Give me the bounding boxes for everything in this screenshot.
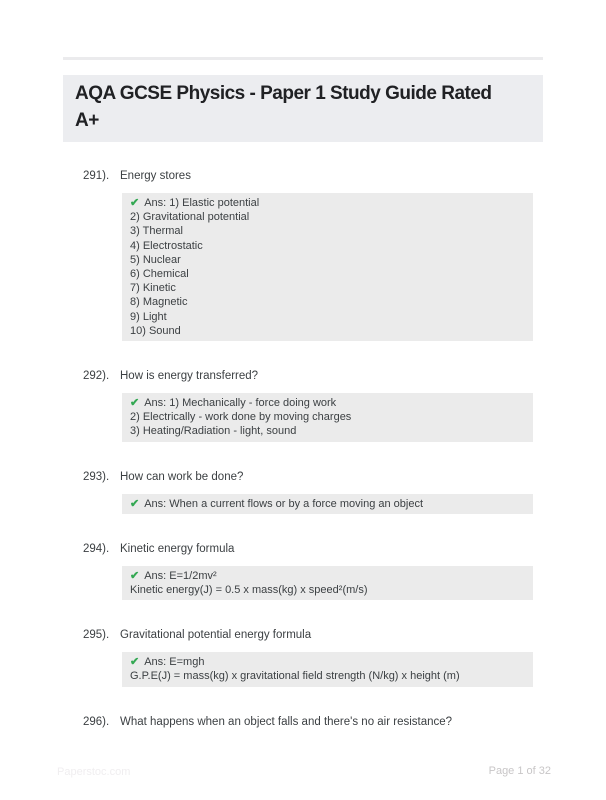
answer-line (130, 569, 525, 583)
answer-box (122, 566, 533, 600)
answer-line (130, 196, 525, 210)
question-row (63, 715, 543, 730)
answer-text: 5) Nuclear (130, 253, 181, 266)
answer-line (130, 497, 525, 511)
question-number: 291). (83, 170, 110, 182)
qa-block (63, 715, 543, 730)
page-number: Page 1 of 32 (488, 765, 551, 777)
question-number: 295). (83, 629, 110, 642)
check-icon: ✔ (130, 497, 140, 510)
answer-text: 9) Light (130, 310, 167, 323)
answer-text: 3) Heating/Radiation - light, sound (130, 425, 297, 438)
watermark: Paperstoc.com (57, 766, 131, 778)
qa-block (63, 169, 543, 341)
question-number: 293). (83, 470, 110, 483)
answer-line (130, 655, 525, 669)
qa-block (63, 470, 543, 514)
answer-text: 2) Gravitational potential (130, 211, 250, 224)
check-icon: ✔ (130, 397, 140, 410)
answer-box (122, 393, 533, 442)
question-text: How is energy transferred? (120, 370, 259, 383)
question-text: How can work be done? (120, 470, 244, 483)
check-icon: ✔ (130, 569, 140, 582)
answer-box (122, 652, 533, 686)
check-icon: ✔ (130, 656, 140, 669)
answer-text: Kinetic energy(J) = 0.5 x mass(kg) x speed²(m/s) (130, 584, 368, 597)
question-text: Kinetic energy formula (120, 542, 235, 555)
question-row (63, 169, 543, 184)
answer-line (130, 396, 525, 410)
question-number: 296). (83, 715, 110, 728)
document-title-line2: A+ (75, 110, 99, 131)
question-text: Energy stores (120, 170, 191, 182)
answer-box (122, 494, 533, 514)
document-title-line1: AQA GCSE Physics - Paper 1 Study Guide Rated (75, 83, 492, 104)
answer-text: Ans: 1) Elastic potential (144, 197, 260, 209)
answer-text: Ans: When a current flows or by a force moving an object (144, 497, 424, 510)
answer-text: 4) Electrostatic (130, 239, 203, 252)
answer-text: 2) Electrically - work done by moving charges (130, 411, 352, 424)
question-row (63, 542, 543, 557)
header-divider (63, 57, 543, 60)
answer-text: Ans: E=1/2mv² (144, 569, 217, 582)
answer-text: Ans: 1) Mechanically - force doing work (144, 397, 337, 410)
answer-text: 6) Chemical (130, 268, 189, 281)
question-text: Gravitational potential energy formula (120, 629, 312, 642)
question-row (63, 628, 543, 643)
question-number: 294). (83, 542, 110, 555)
answer-text: 3) Thermal (130, 225, 183, 238)
document-title (63, 75, 543, 142)
answer-text: 7) Kinetic (130, 282, 176, 295)
question-row (63, 470, 543, 485)
answer-text: 10) Sound (130, 324, 181, 337)
qa-block (63, 369, 543, 442)
question-text: What happens when an object falls and there's no air resistance? (120, 715, 453, 728)
answer-text: 8) Magnetic (130, 296, 188, 309)
question-row (63, 369, 543, 384)
qa-block (63, 628, 543, 686)
question-number: 292). (83, 370, 110, 383)
qa-block (63, 542, 543, 600)
check-icon: ✔ (130, 197, 140, 209)
answer-text: Ans: E=mgh (144, 656, 205, 669)
question-list (63, 169, 543, 730)
answer-box (122, 193, 533, 341)
answer-text: G.P.E(J) = mass(kg) x gravitational field strength (N/kg) x height (m) (130, 670, 460, 683)
